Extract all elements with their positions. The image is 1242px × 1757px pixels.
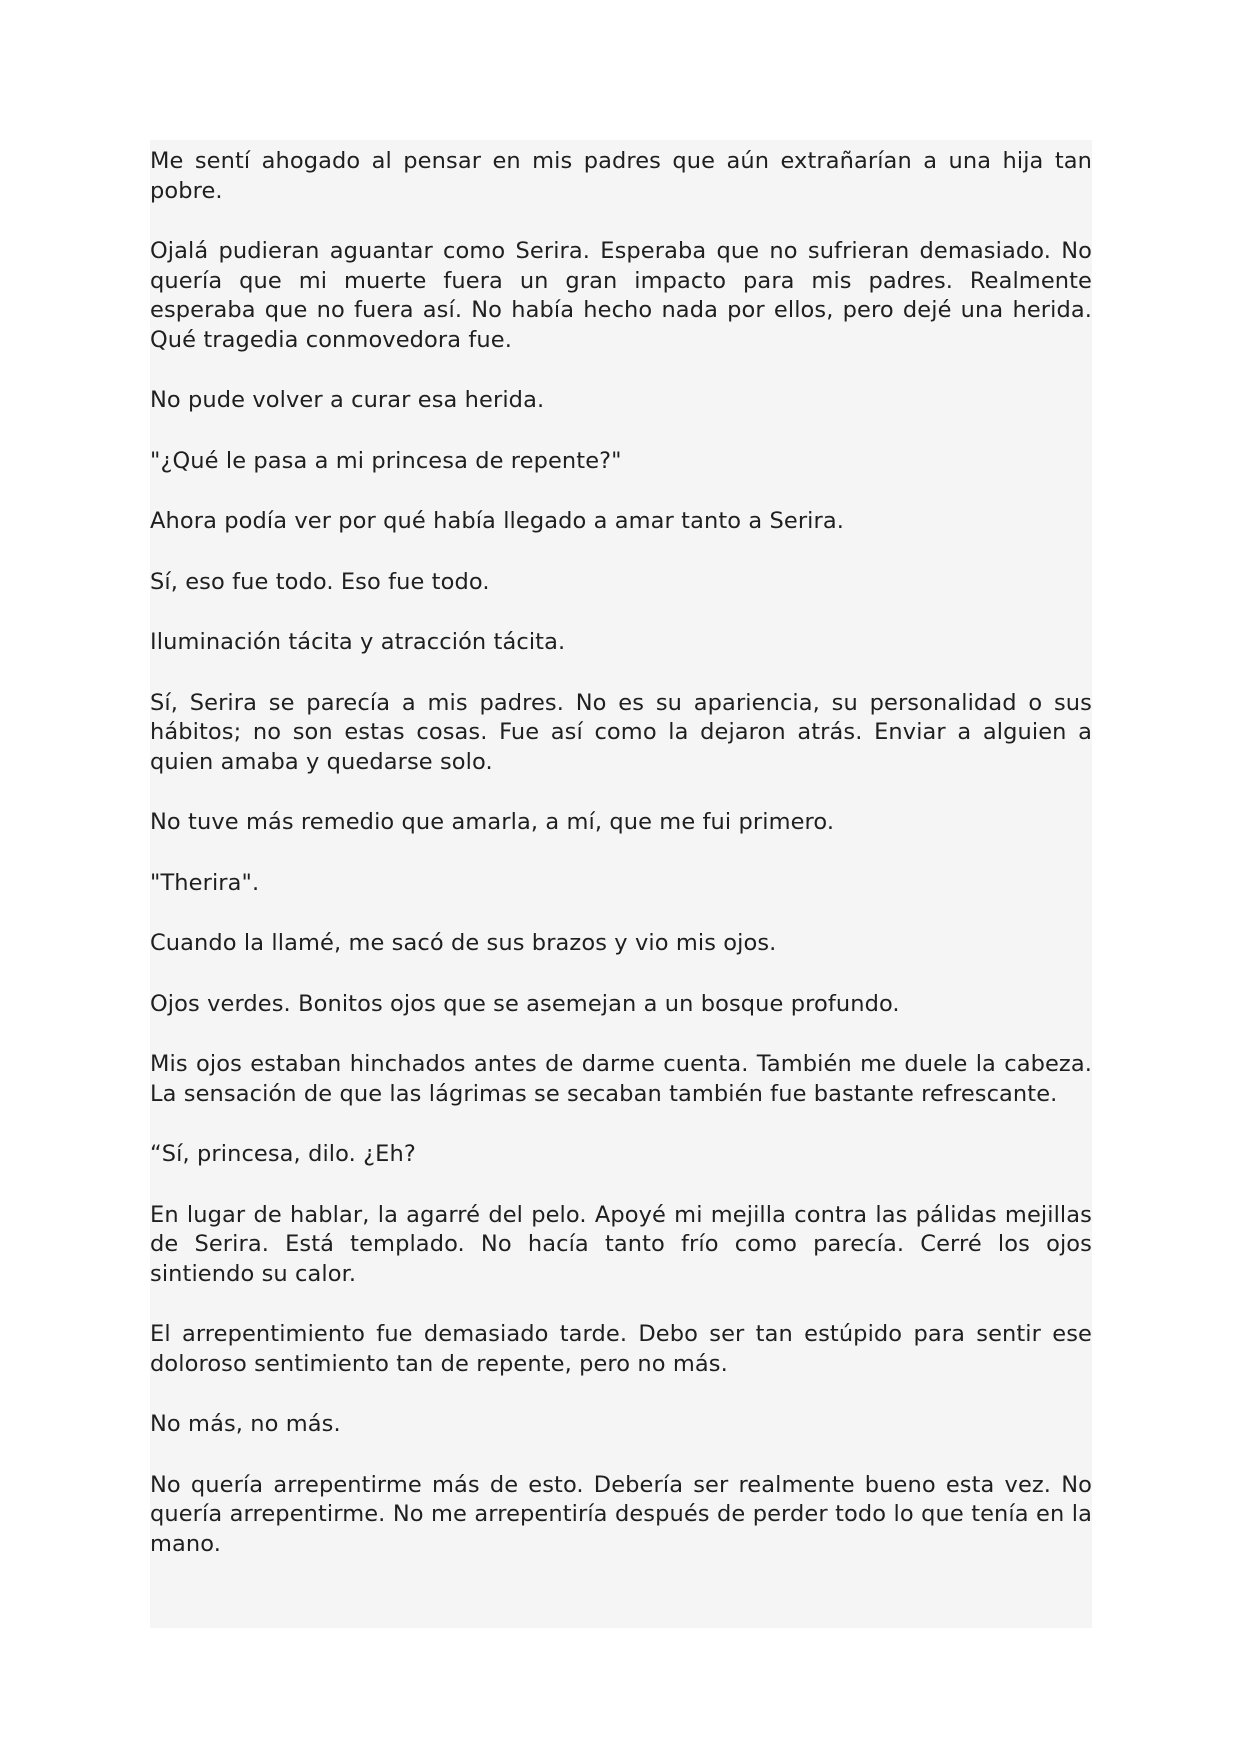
page-body [150,140,1092,1628]
paragraph-11: Cuando la llamé, me sacó de sus brazos y vio mis ojos. [150,930,777,956]
paragraph-17: No más, no más. [150,1411,341,1437]
paragraph-7: Iluminación tácita y atracción tácita. [150,629,566,655]
paragraph-15: En lugar de hablar, la agarré del pelo. Apoyé mi mejilla contra las pálidas mejillas de Serira. Está templado. No hacía tanto frío como parecía. Cerré los ojos sintiendo su calor. [150,1201,1092,1287]
paragraph-12: Ojos verdes. Bonitos ojos que se asemejan a un bosque profundo. [150,990,900,1017]
paragraph-3: No pude volver a curar esa herida. [150,387,545,413]
paragraph-2: Ojalá pudieran aguantar como Serira. Esperaba que no sufrieran demasiado. No quería que mi muerte fuera un gran impacto para mis padres. Realmente esperaba que no fuera así. No había hecho nada por ellos, pero dejé una herida. Qué tragedia conmovedora fue. [150,238,1092,353]
paragraph-8: Sí, Serira se parecía a mis padres. No es su apariencia, su personalidad o sus hábitos; no son estas cosas. Fue así como la dejaron atrás. Enviar a alguien a quien amaba y quedarse solo. [150,689,1092,775]
paragraph-5: Ahora podía ver por qué había llegado a amar tanto a Serira. [150,508,845,534]
paragraph-1: Me sentí ahogado al pensar en mis padres que aún extrañarían a una hija tan pobre. [150,148,1092,204]
paragraph-10: "Therira". [150,869,260,896]
paragraph-6: Sí, eso fue todo. Eso fue todo. [150,568,490,595]
paragraph-16: El arrepentimiento fue demasiado tarde. Debo ser tan estúpido para sentir ese doloroso sentimiento tan de repente, pero no más. [150,1321,1092,1377]
paragraph-4: "¿Qué le pasa a mi princesa de repente?" [150,447,622,474]
text-column [150,147,1092,1590]
paragraph-18: No quería arrepentirme más de esto. Debería ser realmente bueno esta vez. No quería arrepentirme. No me arrepentiría después de perder todo lo que tenía en la mano. [150,1471,1092,1557]
paragraph-14: “Sí, princesa, dilo. ¿Eh? [150,1141,416,1167]
paragraph-13: Mis ojos estaban hinchados antes de darme cuenta. También me duele la cabeza. La sensación de que las lágrimas se secaban también fue bastante refrescante. [150,1051,1092,1107]
paragraph-9: No tuve más remedio que amarla, a mí, que me fui primero. [150,809,835,835]
